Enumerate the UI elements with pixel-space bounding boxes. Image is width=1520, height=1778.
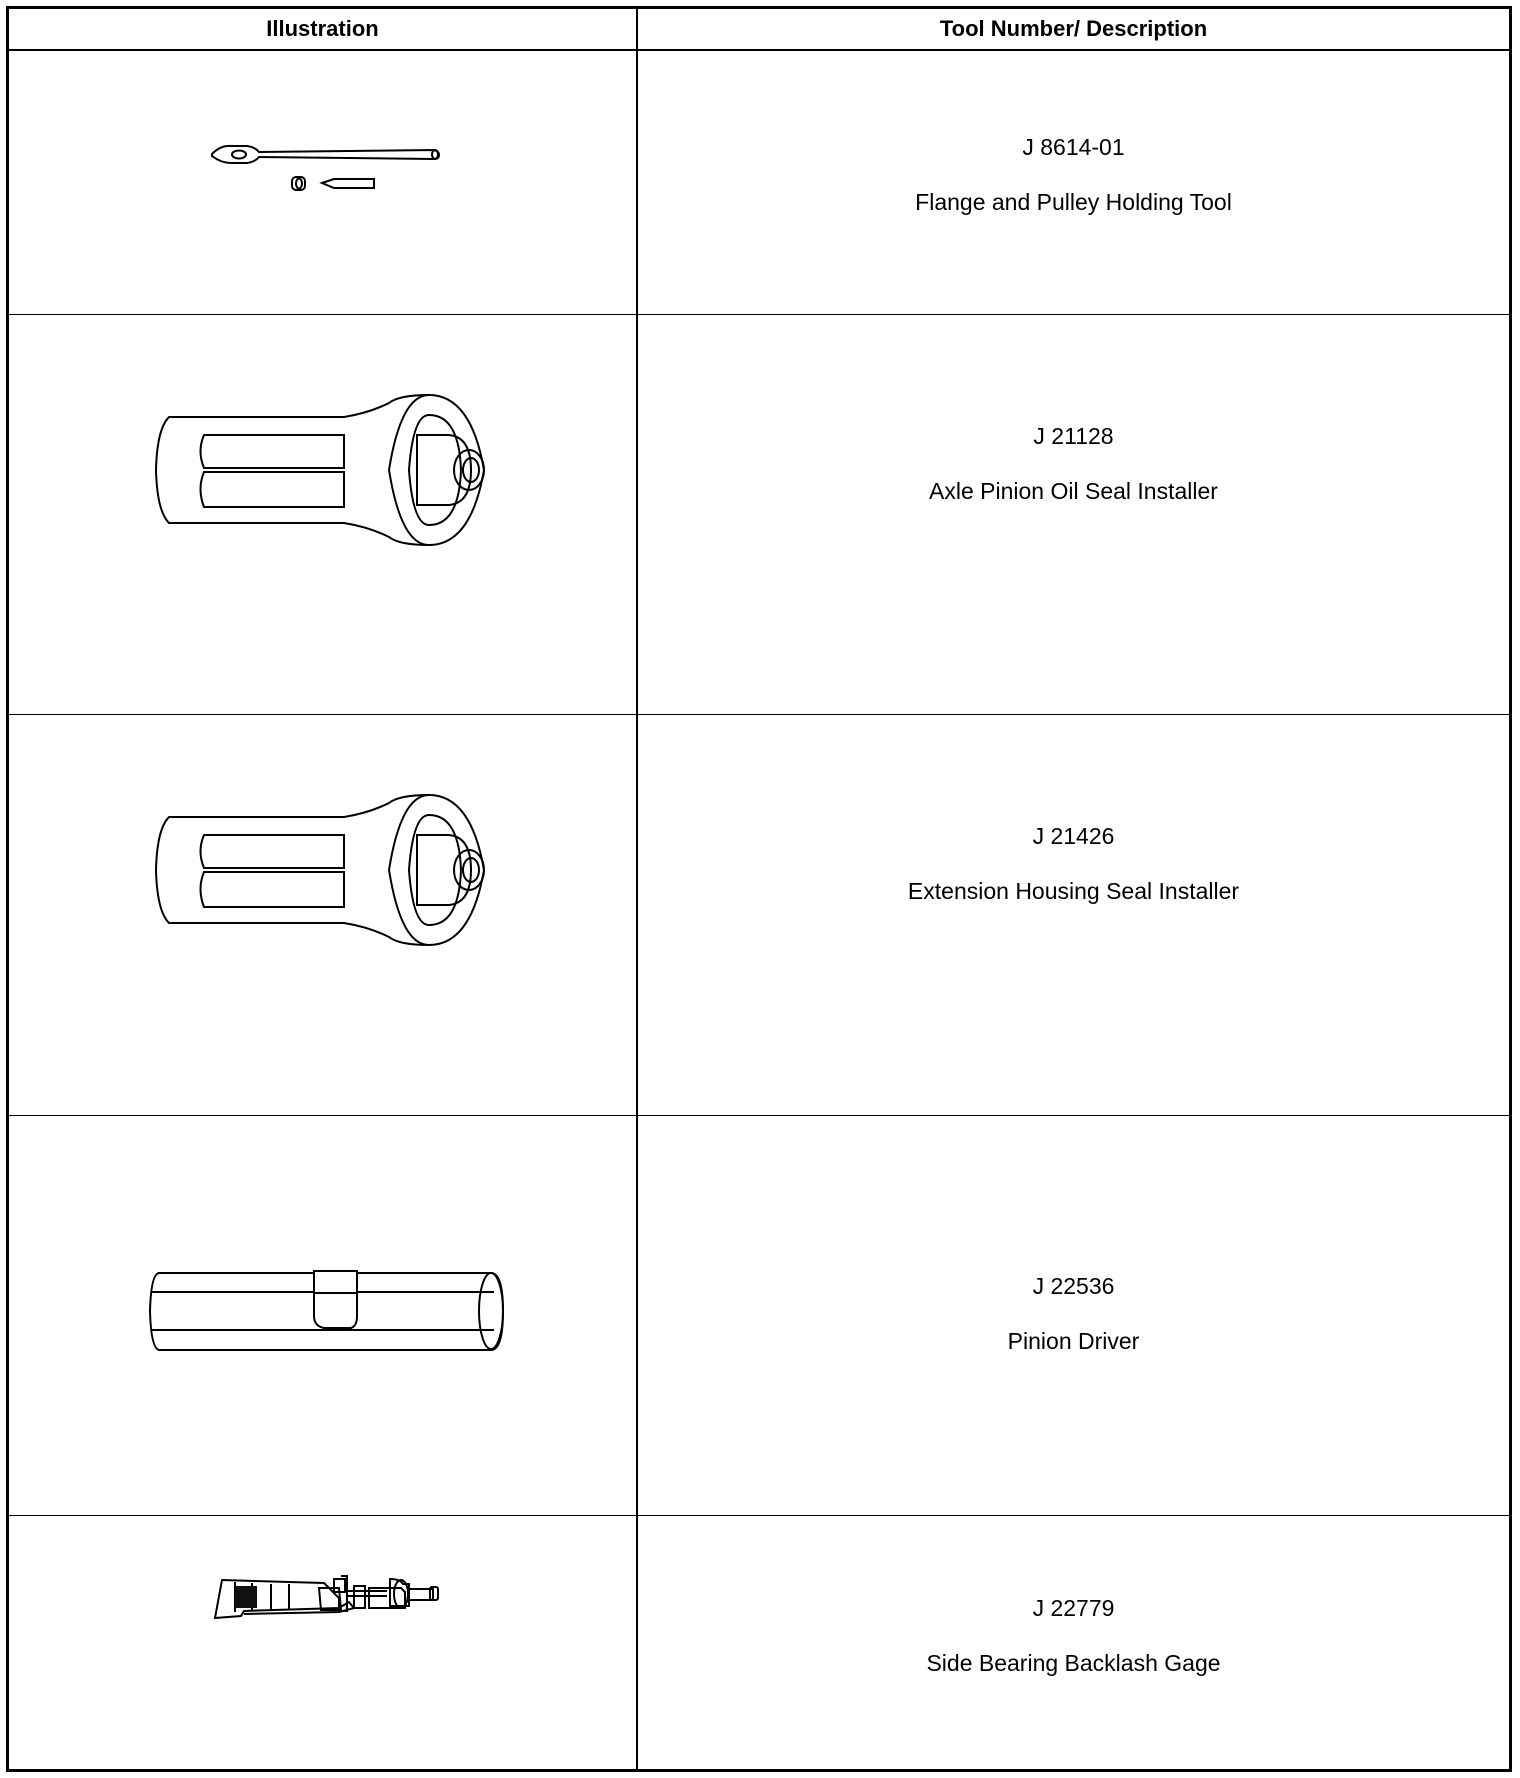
special-tools-table [6, 6, 1512, 1772]
header-tool-description: Tool Number/ Description [939, 16, 1208, 41]
table-header [9, 9, 1509, 51]
tool-number: J 22536 [1032, 1273, 1115, 1299]
tool-description-cell [638, 1116, 1509, 1515]
illustration-cell [9, 1116, 636, 1515]
tool-description-cell [638, 51, 1509, 314]
tool-name: Axle Pinion Oil Seal Installer [929, 478, 1218, 504]
seal-installer-icon [9, 715, 636, 1116]
illustration-cell [9, 715, 636, 1115]
table-row [9, 1116, 1509, 1516]
seal-installer-icon [9, 315, 636, 715]
backlash-gage-icon [9, 1516, 636, 1772]
tool-name: Side Bearing Backlash Gage [926, 1650, 1221, 1676]
tool-description-cell [638, 315, 1509, 714]
illustration-cell [9, 1516, 636, 1772]
tool-name: Pinion Driver [1007, 1328, 1140, 1354]
header-illustration: Illustration [266, 16, 379, 41]
tool-description-cell [638, 715, 1509, 1115]
tool-number: J 21128 [1033, 423, 1114, 449]
tool-description-cell [638, 1516, 1509, 1772]
pinion-driver-icon [9, 1116, 636, 1516]
tool-number: J 22779 [1032, 1595, 1115, 1621]
table-row [9, 715, 1509, 1116]
tool-number: J 21426 [1032, 823, 1115, 849]
tool-name: Flange and Pulley Holding Tool [915, 189, 1232, 215]
table-row [9, 51, 1509, 315]
illustration-cell [9, 315, 636, 714]
illustration-cell [9, 51, 636, 314]
table-row [9, 1516, 1509, 1772]
tool-name: Extension Housing Seal Installer [907, 878, 1240, 904]
flange-pulley-holding-tool-icon [9, 51, 636, 315]
tool-number: J 8614-01 [1022, 134, 1125, 160]
table-row [9, 315, 1509, 715]
